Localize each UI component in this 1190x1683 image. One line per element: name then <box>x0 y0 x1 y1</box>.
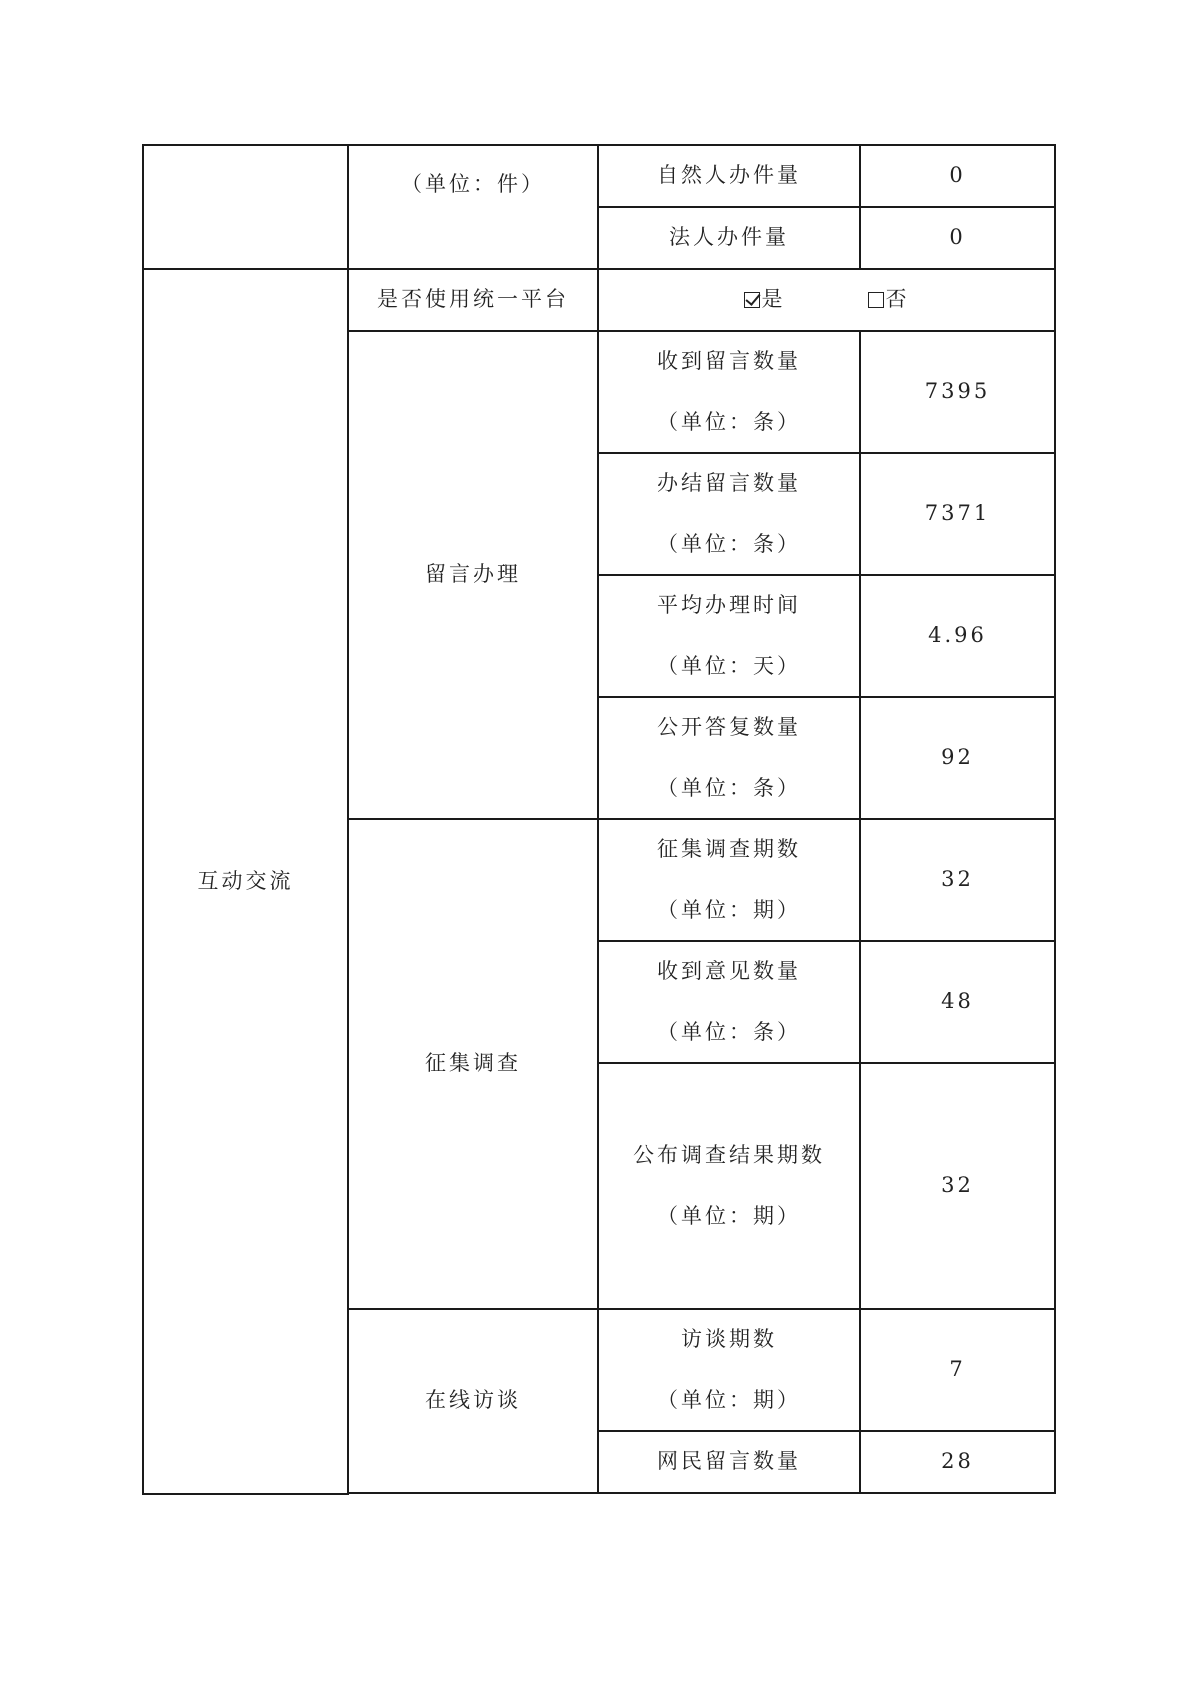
unit-label: （单位：件） <box>348 145 598 269</box>
platform-no-label: 否 <box>885 287 910 312</box>
metric-label: 收到意见数量 <box>657 959 801 983</box>
metric-unit: （单位：期） <box>657 1203 801 1228</box>
metric-label-cell <box>598 697 860 819</box>
metric-value: 92 <box>860 697 1055 819</box>
metric-value: 28 <box>860 1431 1055 1493</box>
metric-label: 网民留言数量 <box>598 1431 860 1493</box>
natural-person-label: 自然人办件量 <box>598 145 860 207</box>
survey-title: 征集调查 <box>348 819 598 1309</box>
natural-person-value: 0 <box>860 145 1055 207</box>
empty-checkbox-icon[interactable] <box>868 292 884 308</box>
metric-label: 公布调查结果期数 <box>633 1143 825 1167</box>
metric-label-cell <box>598 453 860 575</box>
platform-no-option[interactable] <box>868 287 910 312</box>
metric-label-cell <box>598 819 860 941</box>
metric-unit: （单位：期） <box>657 1387 801 1412</box>
metric-unit: （单位：条） <box>657 775 801 800</box>
platform-options <box>598 269 1055 331</box>
platform-yes-label: 是 <box>761 287 786 312</box>
legal-person-value: 0 <box>860 207 1055 269</box>
metric-label: 征集调查期数 <box>657 837 801 861</box>
metric-label: 办结留言数量 <box>657 471 801 495</box>
legal-person-label: 法人办件量 <box>598 207 860 269</box>
metric-value: 32 <box>860 819 1055 941</box>
platform-yes-option[interactable] <box>744 287 786 312</box>
metric-label-cell <box>598 1309 860 1431</box>
metric-unit: （单位：天） <box>657 653 801 678</box>
metric-unit: （单位：条） <box>657 1019 801 1044</box>
table-row <box>143 145 1055 207</box>
metric-value: 7371 <box>860 453 1055 575</box>
metric-label: 收到留言数量 <box>657 349 801 373</box>
metric-label: 平均办理时间 <box>657 593 801 617</box>
checked-checkbox-icon[interactable] <box>744 292 760 308</box>
metric-label: 公开答复数量 <box>657 715 801 739</box>
platform-label: 是否使用统一平台 <box>348 269 598 331</box>
empty-cell <box>143 145 348 269</box>
metric-value: 7 <box>860 1309 1055 1431</box>
metric-unit: （单位：期） <box>657 897 801 922</box>
metric-label-cell <box>598 331 860 453</box>
section-title: 互动交流 <box>143 269 348 1494</box>
interaction-table <box>142 144 1056 1495</box>
metric-value: 4.96 <box>860 575 1055 697</box>
metric-unit: （单位：条） <box>657 531 801 556</box>
metric-label-cell <box>598 1063 860 1309</box>
spacer-cell <box>348 1493 1055 1494</box>
metric-value: 7395 <box>860 331 1055 453</box>
interview-title: 在线访谈 <box>348 1309 598 1493</box>
metric-label-cell <box>598 941 860 1063</box>
metric-unit: （单位：条） <box>657 409 801 434</box>
metric-value: 48 <box>860 941 1055 1063</box>
table-row <box>143 269 1055 331</box>
metric-value: 32 <box>860 1063 1055 1309</box>
message-handling-title: 留言办理 <box>348 331 598 819</box>
metric-label-cell <box>598 575 860 697</box>
metric-label: 访谈期数 <box>681 1327 777 1351</box>
